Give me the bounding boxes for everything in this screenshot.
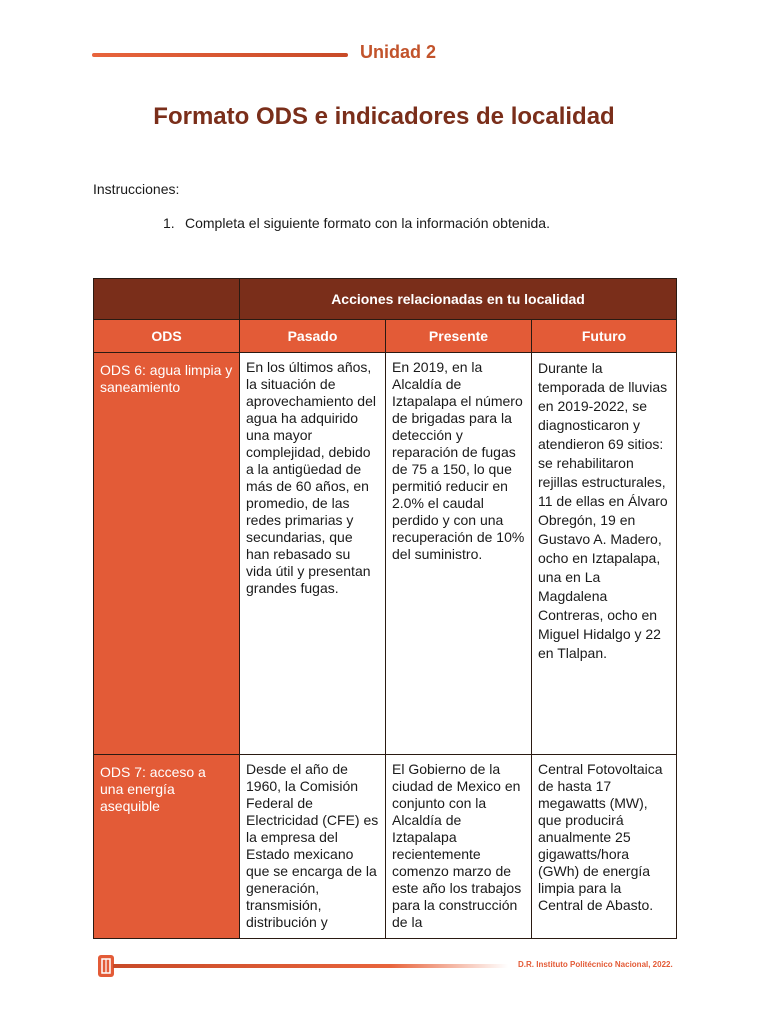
page-title: Formato ODS e indicadores de localidad (153, 103, 615, 130)
footer-accent-bar (113, 964, 508, 968)
header-accent-bar (92, 53, 348, 57)
step-text: Completa el siguiente formato con la información obtenida. (185, 215, 550, 231)
empty-header-cell (94, 279, 240, 320)
ipn-logo-icon (98, 955, 114, 977)
column-header-presente: Presente (386, 320, 532, 353)
unit-label: Unidad 2 (360, 42, 437, 62)
ods-cell: ODS 6: agua limpia y saneamiento (94, 353, 240, 755)
pasado-cell: Desde el año de 1960, la Comisión Federal de Electricidad (CFE) es la empresa del Estado mexicano que se encarga de la generación, transmisión, distribución y (240, 755, 386, 939)
column-header-futuro: Futuro (532, 320, 677, 353)
footer-copyright: D.R. Instituto Politécnico Nacional, 2022. (518, 960, 673, 969)
pasado-cell: En los últimos años, la situación de aprovechamiento del agua ha adquirido una mayor complejidad, debido a la antigüedad de más de 60 años, en promedio, de las redes primarias y secundarias, que han rebasado su vida útil y presentan grandes fugas. (240, 353, 386, 755)
step-number: 1. (163, 215, 175, 231)
presente-cell: El Gobierno de la ciudad de Mexico en conjunto con la Alcaldía de Iztapalapa recientemente comenzo marzo de este año los trabajos para la construcción de la (386, 755, 532, 939)
futuro-cell: Durante la temporada de lluvias en 2019-2022, se diagnosticaron y atendieron 69 sitios: se rehabilitaron rejillas estructurales, 11 de ellas en Álvaro Obregón, 19 en Gustavo A. Madero, ocho en Iztapalapa, una en La Magdalena Contreras, ocho en Miguel Hidalgo y 22 en Tlalpan. (532, 353, 677, 755)
instruction-step (163, 215, 550, 231)
presente-cell: En 2019, en la Alcaldía de Iztapalapa el número de brigadas para la detección y reparación de fugas de 75 a 150, lo que permitió reducir en 2.0% el caudal perdido y con una recuperación de 10% del suministro. (386, 353, 532, 755)
table-row (94, 755, 677, 939)
table-group-header-row (94, 279, 677, 320)
column-header-pasado: Pasado (240, 320, 386, 353)
group-header: Acciones relacionadas en tu localidad (240, 279, 677, 320)
ods-cell: ODS 7: acceso a una energía asequible (94, 755, 240, 939)
instructions-label: Instrucciones: (93, 181, 180, 197)
ods-table (93, 278, 677, 939)
table-column-header-row (94, 320, 677, 353)
column-header-ods: ODS (94, 320, 240, 353)
futuro-cell: Central Fotovoltaica de hasta 17 megawatts (MW), que producirá anualmente 25 gigawatts/hora (GWh) de energía limpia para la Central de Abasto. (532, 755, 677, 939)
table-row (94, 353, 677, 755)
